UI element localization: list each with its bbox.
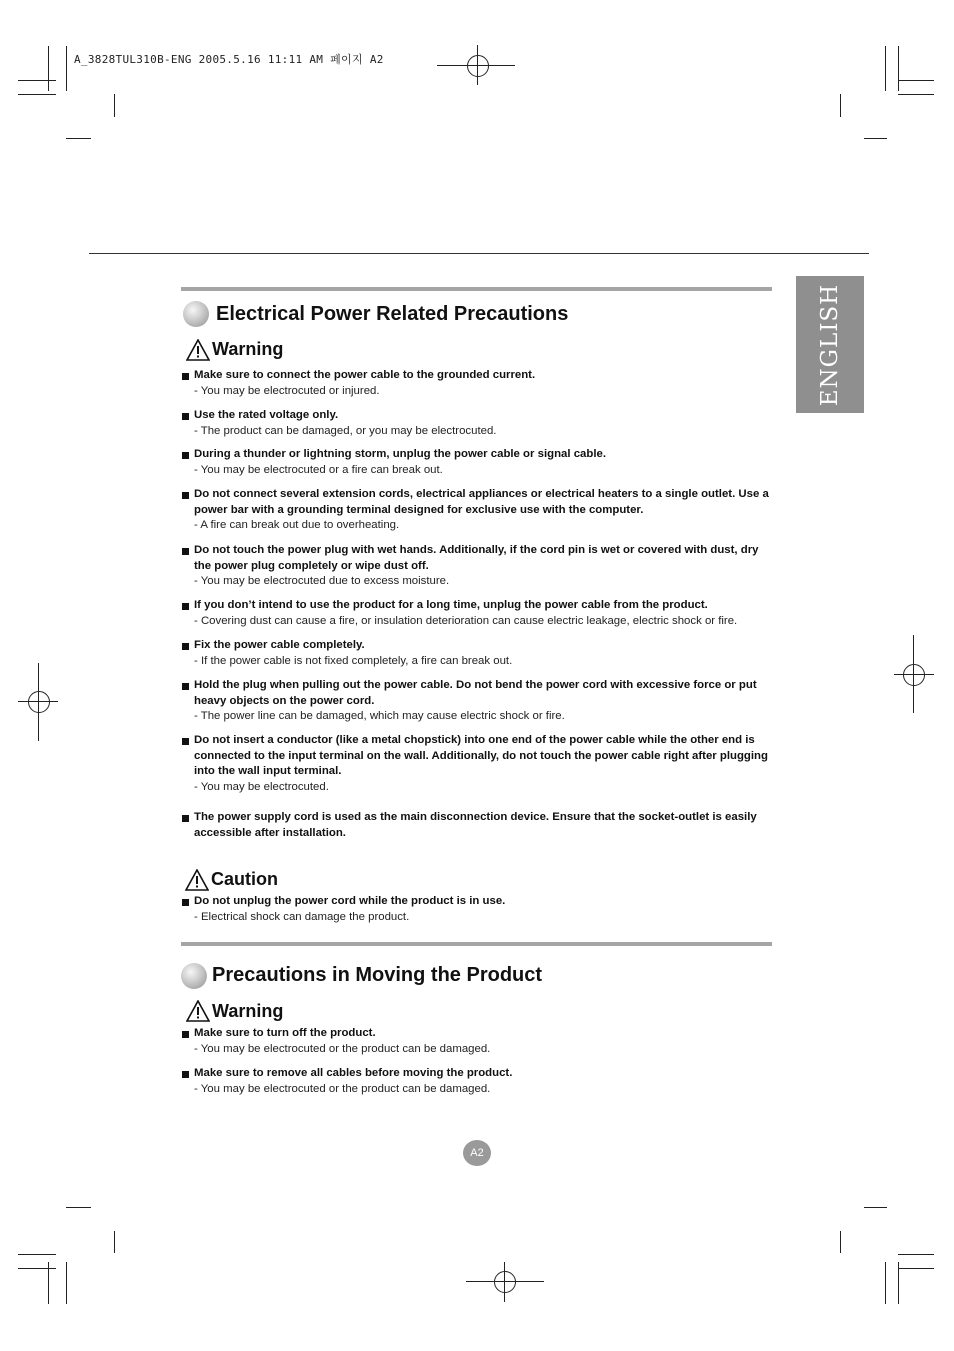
item-text: Use the rated voltage only. [182,408,777,424]
list-item [182,408,777,439]
list-item [182,1066,777,1097]
item-text: Do not unplug the power cord while the product is in use. [182,894,777,910]
list-item [182,678,777,725]
item-text: Make sure to remove all cables before moving the product. [182,1066,777,1082]
item-note: - You may be electrocuted due to excess moisture. [194,575,450,587]
item-note: - The power line can be damaged, which may cause electric shock or fire. [194,710,565,722]
section-title-electrical: Electrical Power Related Precautions [216,303,569,325]
section-divider [181,287,772,291]
item-note: - You may be electrocuted or the product can be damaged. [194,1042,491,1055]
page-number: A2 [463,1140,491,1166]
item-text: Make sure to connect the power cable to the grounded current. [182,368,777,384]
list-item [182,447,777,478]
list-item [182,733,777,795]
item-text: Do not touch the power plug with wet hands. Additionally, if the cord pin is wet or covered with dust, dry the power plug completely or wipe dust off. [182,543,777,574]
list-item [182,543,777,590]
caution-heading: Caution [211,869,278,889]
item-text: The power supply cord is used as the main disconnection device. Ensure that the socket-outlet is easily accessible after installation. [182,810,777,841]
item-note: - Covering dust can cause a fire, or insulation deterioration can cause electric leakage, electric shock or fire. [194,614,738,627]
item-note: - You may be electrocuted or injured. [194,384,380,397]
item-note: - You may be electrocuted or a fire can break out. [194,463,443,476]
item-note: - The product can be damaged, or you may be electrocuted. [194,424,497,437]
language-tab-label: ENGLISH [817,283,843,406]
list-item [182,1026,777,1057]
language-tab [796,276,864,413]
warning-heading: Warning [212,339,284,359]
section-bullet-icon [181,963,207,989]
warning-icon [186,339,210,361]
list-item [182,487,777,534]
item-text: During a thunder or lightning storm, unplug the power cable or signal cable. [182,447,777,463]
list-item [182,598,777,629]
item-note: - If the power cable is not fixed completely, a fire can break out. [194,654,513,667]
caution-icon [185,869,209,891]
list-item [182,894,777,925]
item-text: Make sure to turn off the product. [182,1026,777,1042]
item-text: Do not connect several extension cords, electrical appliances or electrical heaters to a single outlet. Use a power bar with a grounding terminal designed for exclusive use with the computer. [182,487,777,518]
item-note: - You may be electrocuted or the product can be damaged. [194,1082,491,1095]
item-note: - Electrical shock can damage the product. [194,910,410,923]
list-item [182,638,777,669]
section-title-moving: Precautions in Moving the Product [212,964,543,986]
warning-icon [186,1000,210,1022]
section-divider [181,942,772,946]
warning-heading: Warning [212,1001,284,1021]
item-note: - You may be electrocuted. [194,780,329,793]
print-info: A_3828TUL310B-ENG 2005.5.16 11:11 AM 페이지 A2 [74,53,384,66]
list-item [182,368,777,399]
section-bullet-icon [183,301,209,327]
item-text: Fix the power cable completely. [182,638,777,654]
top-divider [89,253,869,254]
item-text: If you don’t intend to use the product for a long time, unplug the power cable from the product. [182,598,777,614]
item-text: Hold the plug when pulling out the power cable. Do not bend the power cord with excessive force or put heavy objects on the power cord. [182,678,777,709]
list-item [182,810,777,841]
item-note: - A fire can break out due to overheating. [194,519,400,531]
item-text: Do not insert a conductor (like a metal chopstick) into one end of the power cable while the other end is connected to the input terminal on the wall. Additionally, do not touch the power cable right after plugging into the wall input terminal. [182,733,777,780]
